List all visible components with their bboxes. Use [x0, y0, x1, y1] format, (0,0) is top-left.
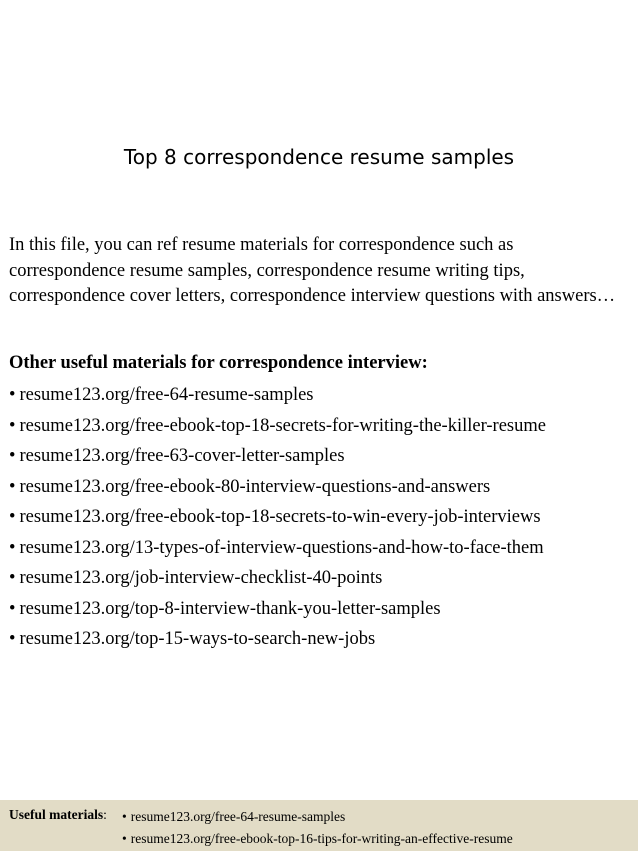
list-item: [9, 624, 634, 655]
bullet-icon: •: [9, 507, 16, 527]
bullet-icon: •: [9, 415, 16, 436]
list-item: [9, 380, 634, 411]
material-link[interactable]: resume123.org/free-64-resume-samples: [19, 385, 314, 405]
page-title: Top 8 correspondence resume samples: [123, 145, 515, 169]
list-item: [9, 533, 634, 564]
footer-label: [9, 806, 107, 824]
list-item: [9, 594, 634, 625]
material-link[interactable]: resume123.org/top-15-ways-to-search-new-jobs: [19, 629, 376, 649]
intro-paragraph: In this file, you can ref resume materials for correspondence such as correspondence resume samples, correspondence resume writing tips, correspondence cover letters, correspondence interview questions with answers…: [9, 235, 616, 306]
bullet-icon: •: [9, 537, 16, 558]
material-link[interactable]: resume123.org/free-63-cover-letter-samples: [19, 446, 345, 466]
list-item: [9, 441, 634, 472]
materials-heading: Other useful materials for correspondence interview:: [9, 353, 428, 373]
list-item: [9, 502, 634, 533]
footer-link[interactable]: resume123.org/free-64-resume-samples: [130, 809, 346, 824]
list-item: [122, 828, 513, 850]
bullet-icon: •: [9, 476, 16, 497]
bullet-icon: •: [9, 385, 16, 405]
materials-list: [9, 380, 634, 655]
bullet-icon: •: [9, 568, 16, 588]
material-link[interactable]: resume123.org/top-8-interview-thank-you-letter-samples: [19, 598, 441, 619]
bullet-icon: •: [122, 830, 127, 846]
footer-label-text: Useful materials: [9, 807, 104, 822]
material-link[interactable]: resume123.org/13-types-of-interview-questions-and-how-to-face-them: [19, 537, 544, 558]
list-item: [9, 563, 634, 594]
bullet-icon: •: [9, 446, 16, 466]
material-link[interactable]: resume123.org/job-interview-checklist-40-points: [19, 568, 383, 588]
footer-label-separator: :: [103, 807, 107, 822]
list-item: [122, 806, 513, 828]
footer-links: [122, 806, 513, 849]
list-item: [9, 472, 634, 503]
material-link[interactable]: resume123.org/free-ebook-top-18-secrets-to-win-every-job-interviews: [19, 507, 541, 527]
footer-link[interactable]: resume123.org/free-ebook-top-16-tips-for-writing-an-effective-resume: [130, 830, 513, 846]
bullet-icon: •: [122, 809, 127, 824]
list-item: [9, 411, 634, 442]
footer-bar: [0, 800, 638, 851]
bullet-icon: •: [9, 598, 16, 619]
material-link[interactable]: resume123.org/free-ebook-top-18-secrets-for-writing-the-killer-resume: [19, 415, 546, 436]
material-link[interactable]: resume123.org/free-ebook-80-interview-questions-and-answers: [19, 476, 491, 497]
bullet-icon: •: [9, 629, 16, 649]
